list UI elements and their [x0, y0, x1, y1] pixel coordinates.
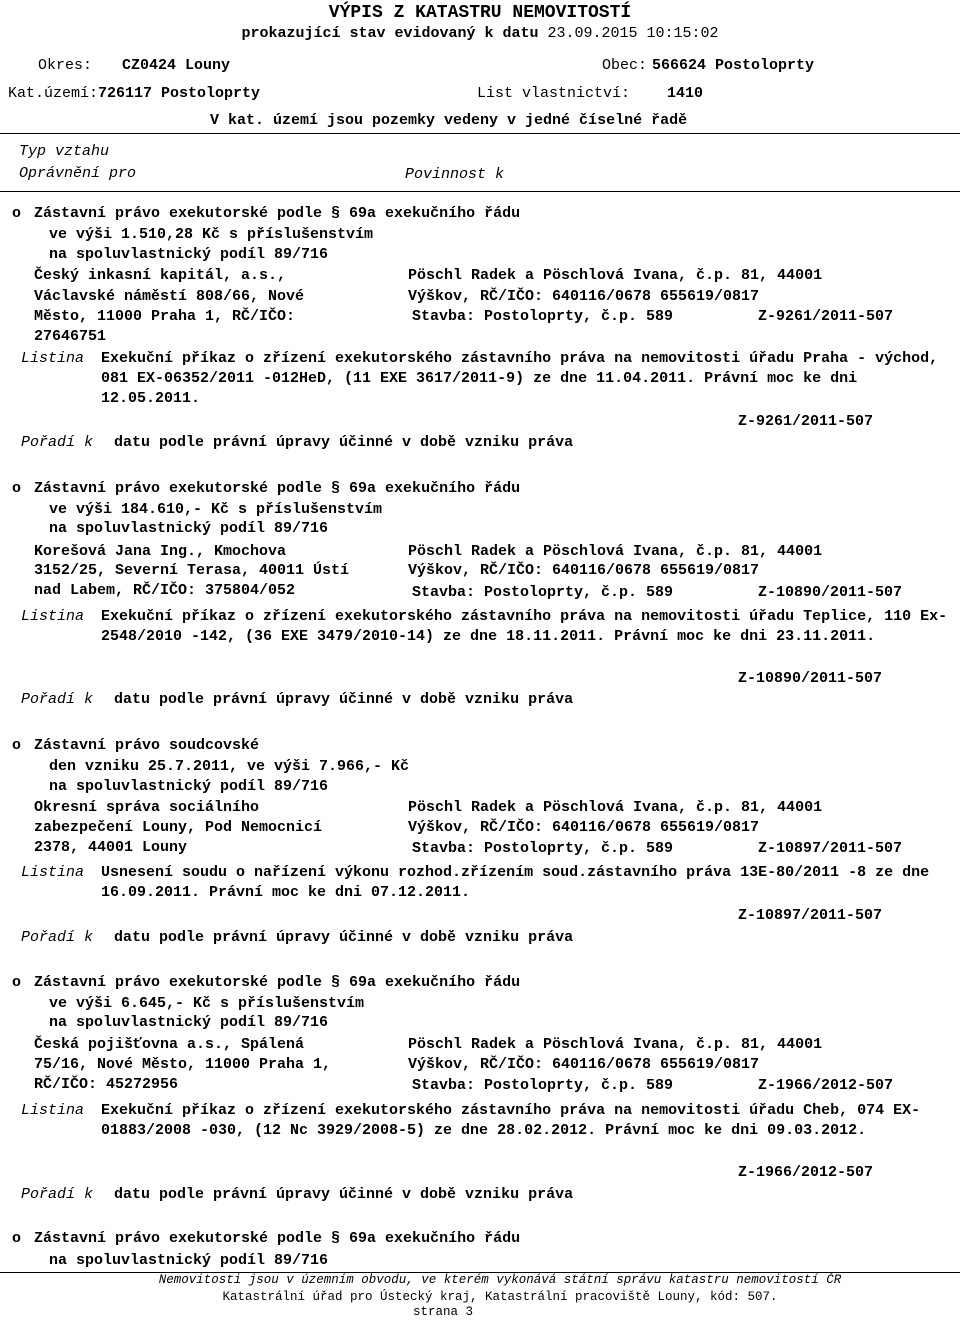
bullet: o: [12, 1230, 22, 1247]
ku-label: Kat.území:: [8, 85, 99, 102]
entry-share: na spoluvlastnický podíl 89/716: [49, 246, 329, 263]
columns-divider: [0, 191, 960, 192]
entitled-line: Korešová Jana Ing., Kmochova: [34, 543, 287, 560]
entry-title-text: Zástavní právo soudcovské: [34, 737, 260, 754]
page-subtitle: [0, 25, 960, 43]
lv-label: List vlastnictví:: [477, 85, 631, 102]
entitled-line: 3152/25, Severní Terasa, 40011 Ústí: [34, 562, 350, 579]
entitled-line: Český inkasní kapitál, a.s.,: [34, 267, 287, 284]
okres-value: CZ0424 Louny: [122, 57, 231, 74]
poradi-text: datu podle právní úpravy účinné v době vzniku práva: [114, 929, 574, 946]
obligated-line: Pöschl Radek a Pöschlová Ivana, č.p. 81, 44001: [408, 1036, 823, 1053]
poradi-label: Pořadí k: [21, 691, 94, 708]
entitled-line: Okresní správa sociálního: [34, 799, 260, 816]
poradi-text: datu podle právní úpravy účinné v době vzniku práva: [114, 1186, 574, 1203]
header-note: V kat. území jsou pozemky vedeny v jedné číselné řadě: [210, 112, 688, 129]
entry-ref-2: Z-10890/2011-507: [738, 670, 883, 687]
entry-title: [12, 205, 520, 223]
stavba: Stavba: Postoloprty, č.p. 589: [412, 308, 674, 325]
entry-ref-2: Z-1966/2012-507: [738, 1164, 874, 1181]
entitled-line: 27646751: [34, 328, 107, 345]
obligated-line: Výškov, RČ/IČO: 640116/0678 655619/0817: [408, 819, 760, 836]
obligated-line: Pöschl Radek a Pöschlová Ivana, č.p. 81, 44001: [408, 799, 823, 816]
obligated-line: Výškov, RČ/IČO: 640116/0678 655619/0817: [408, 1056, 760, 1073]
listina-text: Exekuční příkaz o zřízení exekutorského zástavního práva na nemovitosti úřadu Cheb, 074 EX-01883/2008 -030, (12 Nc 3929/2008-5) ze dne 28.02.2012. Právní moc ke dni 09.03.2012.: [101, 1102, 921, 1139]
listina-label: Listina: [21, 1102, 85, 1119]
entitled-line: 2378, 44001 Louny: [34, 839, 188, 856]
entry-share: na spoluvlastnický podíl 89/716: [49, 1252, 329, 1269]
entitled-line: Česká pojišťovna a.s., Spálená: [34, 1036, 305, 1053]
ku-value: 726117 Postoloprty: [98, 85, 261, 102]
entry-title-text: Zástavní právo exekutorské podle § 69a exekučního řádu: [34, 205, 521, 222]
listina-label: Listina: [21, 608, 85, 625]
lv-value: 1410: [667, 85, 704, 102]
obligated-line: Pöschl Radek a Pöschlová Ivana, č.p. 81, 44001: [408, 267, 823, 284]
entry-title: [12, 737, 259, 755]
entry-share: na spoluvlastnický podíl 89/716: [49, 1014, 329, 1031]
listina-text: Exekuční příkaz o zřízení exekutorského zástavního práva na nemovitosti úřadu Praha - východ, 081 EX-06352/2011 -012HeD, (11 EXE 3617/2011-9) ze dne 11.04.2011. Právní moc ke dni 12.05.2011.: [101, 350, 939, 407]
footer-line-2: Katastrální úřad pro Ústecký kraj, Katastrální pracoviště Louny, kód: 507.: [222, 1290, 778, 1304]
col-typ-vztahu: Typ vztahu: [19, 143, 110, 160]
stavba: Stavba: Postoloprty, č.p. 589: [412, 840, 674, 857]
entry-ref-2: Z-10897/2011-507: [738, 907, 883, 924]
entry-title: [12, 974, 520, 992]
bullet: o: [12, 480, 22, 497]
entitled-line: Město, 11000 Praha 1, RČ/IČO:: [34, 308, 296, 325]
entry-ref-2: Z-9261/2011-507: [738, 413, 874, 430]
entry-title-text: Zástavní právo exekutorské podle § 69a exekučního řádu: [34, 974, 521, 991]
subtitle-label: prokazující stav evidovaný k datu: [241, 25, 539, 42]
obec-label: Obec:: [602, 57, 648, 74]
entry-detail: ve výši 184.610,- Kč s příslušenstvím: [49, 501, 383, 518]
entry-share: na spoluvlastnický podíl 89/716: [49, 778, 329, 795]
entry-detail: ve výši 6.645,- Kč s příslušenstvím: [49, 995, 365, 1012]
page-number: strana 3: [412, 1305, 473, 1319]
entry-ref: Z-10897/2011-507: [758, 840, 903, 857]
listina-text: Usnesení soudu o nařízení výkonu rozhod.zřízením soud.zástavního práva 13E-80/2011 -8 ze dne 16.09.2011. Právní moc ke dni 07.12.2011.: [101, 864, 930, 901]
poradi-label: Pořadí k: [21, 929, 94, 946]
entry-ref: Z-10890/2011-507: [758, 584, 903, 601]
listina-text: Exekuční příkaz o zřízení exekutorského zástavního práva na nemovitosti úřadu Teplice, 110 Ex-2548/2010 -142, (36 EXE 3479/2010-14) ze dne 18.11.2011. Právní moc ke dni 23.11.2011.: [101, 608, 948, 645]
entry-ref: Z-9261/2011-507: [758, 308, 894, 325]
col-opravneni-pro: Oprávnění pro: [19, 165, 137, 182]
entry-ref: Z-1966/2012-507: [758, 1077, 894, 1094]
poradi-label: Pořadí k: [21, 434, 94, 451]
entry-share: na spoluvlastnický podíl 89/716: [49, 520, 329, 537]
okres-label: Okres:: [38, 57, 93, 74]
entitled-line: 75/16, Nové Město, 11000 Praha 1,: [34, 1056, 332, 1073]
poradi-text: datu podle právní úpravy účinné v době vzniku práva: [114, 434, 574, 451]
entitled-line: zabezpečení Louny, Pod Nemocnicí: [34, 819, 323, 836]
entry-title: [12, 480, 520, 498]
obligated-line: Pöschl Radek a Pöschlová Ivana, č.p. 81, 44001: [408, 543, 823, 560]
entry-title: [12, 1230, 520, 1248]
obec-value: 566624 Postoloprty: [652, 57, 815, 74]
entitled-line: nad Labem, RČ/IČO: 375804/052: [34, 582, 296, 599]
entry-title-text: Zástavní právo exekutorské podle § 69a exekučního řádu: [34, 1230, 521, 1247]
listina-label: Listina: [21, 350, 85, 367]
footer-line-1: Nemovitosti jsou v územním obvodu, ve kterém vykonává státní správu katastru nemovitostí ČR: [158, 1273, 842, 1287]
poradi-label: Pořadí k: [21, 1186, 94, 1203]
stavba: Stavba: Postoloprty, č.p. 589: [412, 584, 674, 601]
stavba: Stavba: Postoloprty, č.p. 589: [412, 1077, 674, 1094]
col-povinnost-k: Povinnost k: [405, 166, 505, 183]
entry-title-text: Zástavní právo exekutorské podle § 69a exekučního řádu: [34, 480, 521, 497]
header-divider: [0, 133, 960, 134]
entitled-line: Václavské náměstí 808/66, Nové: [34, 288, 305, 305]
poradi-text: datu podle právní úpravy účinné v době vzniku práva: [114, 691, 574, 708]
subtitle-date: 23.09.2015 10:15:02: [547, 25, 719, 42]
entitled-line: RČ/IČO: 45272956: [34, 1076, 179, 1093]
bullet: o: [12, 205, 22, 222]
entry-detail: ve výši 1.510,28 Kč s příslušenstvím: [49, 226, 374, 243]
listina-label: Listina: [21, 864, 85, 881]
obligated-line: Výškov, RČ/IČO: 640116/0678 655619/0817: [408, 562, 760, 579]
page-title: VÝPIS Z KATASTRU NEMOVITOSTÍ: [328, 3, 632, 23]
bullet: o: [12, 974, 22, 991]
entry-detail: den vzniku 25.7.2011, ve výši 7.966,- Kč: [49, 758, 410, 775]
bullet: o: [12, 737, 22, 754]
obligated-line: Výškov, RČ/IČO: 640116/0678 655619/0817: [408, 288, 760, 305]
